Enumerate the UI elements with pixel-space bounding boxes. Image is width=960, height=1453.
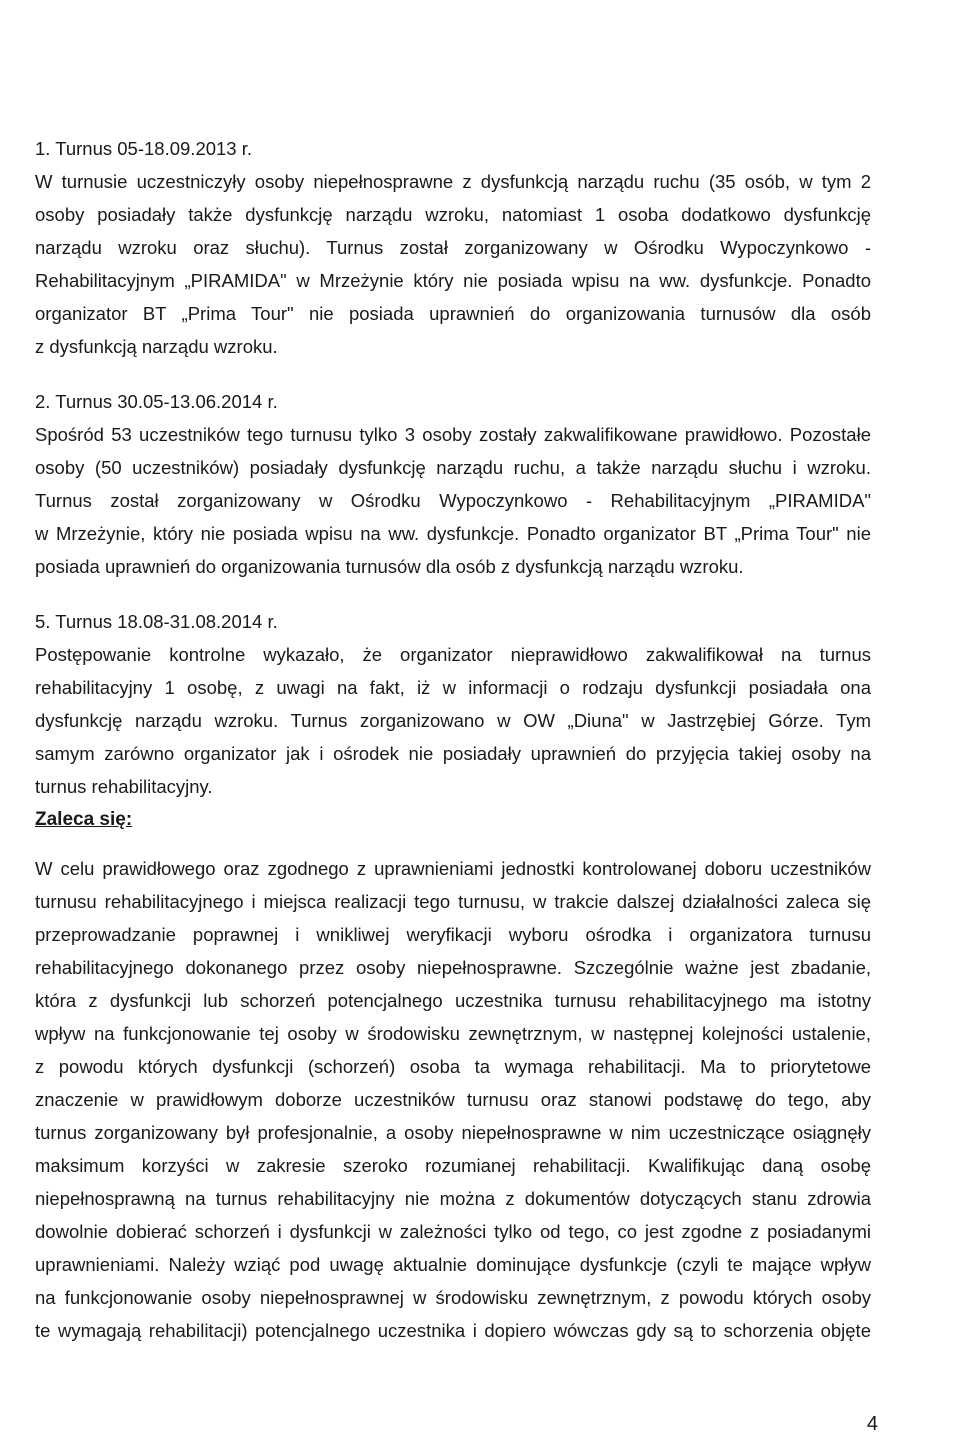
- section-5-line: dysfunkcję narządu wzroku. Turnus zorganizowano w OW „Diuna" w Jastrzębiej Górze. Tym: [35, 710, 871, 731]
- recommendation-line: na funkcjonowanie osoby niepełnosprawnej w środowisku zewnętrznym, z powodu których osoby: [35, 1287, 871, 1308]
- recommendation-line: W celu prawidłowego oraz zgodnego z uprawnieniami jednostki kontrolowanej doboru uczestników: [35, 858, 871, 879]
- section-2-line: osoby (50 uczestników) posiadały dysfunkcję narządu ruchu, a także narządu słuchu i wzroku.: [35, 457, 871, 478]
- section-1-line: Rehabilitacyjnym „PIRAMIDA" w Mrzeżynie który nie posiada wpisu na ww. dysfunkcje. Ponadto: [35, 270, 871, 291]
- recommendation-line: z powodu których dysfunkcji (schorzeń) osoba ta wymaga rehabilitacji. Ma to priorytetowe: [35, 1056, 871, 1077]
- recommendation-line: która z dysfunkcji lub schorzeń potencjalnego uczestnika turnusu rehabilitacyjnego ma istotny: [35, 990, 871, 1011]
- section-1-line: W turnusie uczestniczyły osoby niepełnosprawne z dysfunkcją narządu ruchu (35 osób, w tym 2: [35, 171, 871, 192]
- section-2-line: Spośród 53 uczestników tego turnusu tylko 3 osoby zostały zakwalifikowane prawidłowo. Pozostałe: [35, 424, 871, 445]
- recommendation-line: wpływ na funkcjonowanie tej osoby w środowisku zewnętrznym, w następnej kolejności ustalenie,: [35, 1023, 871, 1044]
- section-1-line: narządu wzroku oraz słuchu). Turnus został zorganizowany w Ośrodku Wypoczynkowo -: [35, 237, 871, 258]
- section-5-heading: 5. Turnus 18.08-31.08.2014 r.: [35, 611, 278, 632]
- section-5-line: samym zarówno organizator jak i ośrodek nie posiadały uprawnień do przyjęcia takiej osoby na: [35, 743, 871, 764]
- section-5-line: Postępowanie kontrolne wykazało, że organizator nieprawidłowo zakwalifikował na turnus: [35, 644, 871, 665]
- recommendation-line: przeprowadzanie poprawnej i wnikliwej weryfikacji wyboru ośrodka i organizatora turnusu: [35, 924, 871, 945]
- section-2-line: w Mrzeżynie, który nie posiada wpisu na ww. dysfunkcje. Ponadto organizator BT „Prima Tour" nie: [35, 523, 871, 544]
- recommendation-line: znaczenie w prawidłowym doborze uczestników turnusu oraz stanowi podstawę do tego, aby: [35, 1089, 871, 1110]
- recommendation-line: te wymagają rehabilitacji) potencjalnego uczestnika i dopiero wówczas gdy są to schorzenia objęte: [35, 1320, 871, 1341]
- recommendation-line: uprawnieniami. Należy wziąć pod uwagę aktualnie dominujące dysfunkcje (czyli te mające wpływ: [35, 1254, 871, 1275]
- page-number: 4: [866, 1413, 878, 1435]
- section-1-heading: 1. Turnus 05-18.09.2013 r.: [35, 138, 253, 159]
- section-5-line: rehabilitacyjny 1 osobę, z uwagi na fakt, iż w informacji o rodzaju dysfunkcji posiadała ona: [35, 677, 871, 698]
- recommendation-line: maksimum korzyści w zakresie szeroko rozumianej rehabilitacji. Kwalifikując daną osobę: [35, 1155, 871, 1176]
- section-1-line: osoby posiadały także dysfunkcję narządu wzroku, natomiast 1 osoba dodatkowo dysfunkcję: [35, 204, 871, 225]
- section-5-line: turnus rehabilitacyjny.: [35, 776, 213, 797]
- recommendation-line: niepełnosprawną na turnus rehabilitacyjny nie można z dokumentów dotyczących stanu zdrowia: [35, 1188, 871, 1209]
- recommendation-line: turnusu rehabilitacyjnego i miejsca realizacji tego turnusu, w trakcie dalszej działalności zaleca się: [35, 891, 871, 912]
- section-1-line: z dysfunkcją narządu wzroku.: [35, 336, 278, 357]
- section-2-line: posiada uprawnień do organizowania turnusów dla osób z dysfunkcją narządu wzroku.: [35, 556, 744, 577]
- recommendation-heading: Zaleca się:: [35, 809, 133, 830]
- section-2-heading: 2. Turnus 30.05-13.06.2014 r.: [35, 391, 278, 412]
- document-page: [35, 132, 871, 1347]
- recommendation-line: turnus zorganizowany był profesjonalnie, a osoby niepełnosprawne w nim uczestniczące osiągnęły: [35, 1122, 871, 1143]
- recommendation-line: rehabilitacyjnego dokonanego przez osoby niepełnosprawne. Szczególnie ważne jest zbadanie,: [35, 957, 871, 978]
- section-2-line: Turnus został zorganizowany w Ośrodku Wypoczynkowo - Rehabilitacyjnym „PIRAMIDA": [35, 490, 871, 511]
- recommendation-line: dowolnie dobierać schorzeń i dysfunkcji w zależności tylko od tego, co jest zgodne z posiadanymi: [35, 1221, 871, 1242]
- section-1-line: organizator BT „Prima Tour" nie posiada uprawnień do organizowania turnusów dla osób: [35, 303, 871, 324]
